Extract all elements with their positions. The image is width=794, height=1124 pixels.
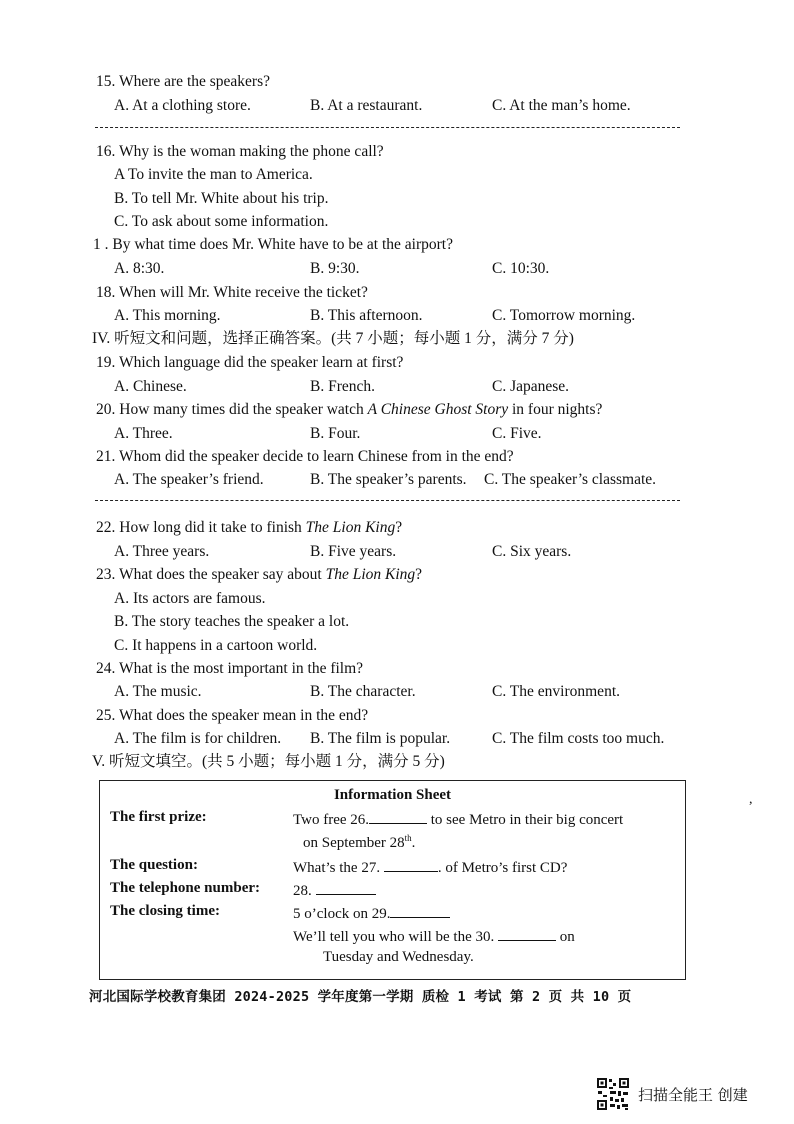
option-18b: B. This afternoon. bbox=[310, 307, 423, 324]
option-19a: A. Chinese. bbox=[114, 378, 187, 395]
dashed-divider bbox=[95, 500, 680, 501]
closing-time-value: 5 o’clock on 29. bbox=[293, 903, 450, 923]
option-19b: B. French. bbox=[310, 378, 376, 395]
option-17a: A. 8:30. bbox=[114, 260, 165, 277]
blank-29[interactable] bbox=[390, 903, 450, 918]
blank-27[interactable] bbox=[384, 857, 438, 872]
blank-26[interactable] bbox=[369, 809, 427, 824]
question-23: 23. What does the speaker say about The Lion King? bbox=[96, 566, 423, 583]
option-24a: A. The music. bbox=[114, 683, 202, 700]
option-18c: C. Tomorrow morning. bbox=[492, 307, 636, 324]
film-title: The Lion King bbox=[305, 519, 396, 536]
question-18: 18. When will Mr. White receive the ticket? bbox=[96, 284, 368, 301]
option-15b: B. At a restaurant. bbox=[310, 97, 423, 114]
first-prize-label: The first prize: bbox=[110, 809, 207, 825]
question-21: 21. Whom did the speaker decide to learn Chinese from in the end? bbox=[96, 448, 514, 465]
section-v-heading: V. 听短文填空。(共 5 小题；每小题 1 分，满分 5 分) bbox=[92, 753, 445, 770]
closing-time-label: The closing time: bbox=[110, 903, 220, 919]
winner-announcement: We’ll tell you who will be the 30. on bbox=[293, 926, 575, 946]
option-19c: C. Japanese. bbox=[492, 378, 570, 395]
option-22a: A. Three years. bbox=[114, 543, 210, 560]
qr-code-icon bbox=[596, 1077, 630, 1111]
telephone-label: The telephone number: bbox=[110, 880, 260, 896]
first-prize-date: on September 28th. bbox=[303, 833, 416, 851]
option-22c: C. Six years. bbox=[492, 543, 572, 560]
option-23c: C. It happens in a cartoon world. bbox=[114, 637, 318, 654]
question-label: The question: bbox=[110, 857, 198, 873]
scanner-brand: 扫描全能王 创建 bbox=[638, 1086, 748, 1104]
question-value: What’s the 27. . of Metro’s first CD? bbox=[293, 857, 567, 877]
first-prize-value: Two free 26. to see Metro in their big concert bbox=[293, 809, 623, 829]
question-15: 15. Where are the speakers? bbox=[96, 73, 270, 90]
option-25c: C. The film costs too much. bbox=[492, 730, 665, 747]
option-17b: B. 9:30. bbox=[310, 260, 360, 277]
film-title: A Chinese Ghost Story bbox=[367, 401, 509, 418]
option-21b: B. The speaker’s parents. bbox=[310, 471, 467, 488]
announcement-days: Tuesday and Wednesday. bbox=[323, 949, 474, 965]
option-21a: A. The speaker’s friend. bbox=[114, 471, 264, 488]
stray-mark: , bbox=[749, 792, 753, 807]
question-24: 24. What is the most important in the film? bbox=[96, 660, 364, 677]
option-21c: C. The speaker’s classmate. bbox=[484, 471, 657, 488]
option-20b: B. Four. bbox=[310, 425, 361, 442]
question-22: 22. How long did it take to finish The Lion King? bbox=[96, 519, 403, 536]
option-16b: B. To tell Mr. White about his trip. bbox=[114, 190, 329, 207]
option-23a: A. Its actors are famous. bbox=[114, 590, 266, 607]
option-17c: C. 10:30. bbox=[492, 260, 550, 277]
option-16a: A To invite the man to America. bbox=[114, 166, 313, 183]
option-16c: C. To ask about some information. bbox=[114, 213, 329, 230]
blank-28[interactable] bbox=[316, 880, 376, 895]
option-20a: A. Three. bbox=[114, 425, 173, 442]
option-25b: B. The film is popular. bbox=[310, 730, 451, 747]
option-20c: C. Five. bbox=[492, 425, 542, 442]
information-sheet-title: Information Sheet bbox=[333, 787, 452, 803]
telephone-value: 28. bbox=[293, 880, 376, 900]
question-25: 25. What does the speaker mean in the end? bbox=[96, 707, 369, 724]
dashed-divider bbox=[95, 127, 680, 128]
page-footer: 河北国际学校教育集团 2024-2025 学年度第一学期 质检 1 考试 第 2 页 共 10 页 bbox=[89, 989, 632, 1005]
question-19: 19. Which language did the speaker learn at first? bbox=[96, 354, 404, 371]
option-23b: B. The story teaches the speaker a lot. bbox=[114, 613, 350, 630]
option-18a: A. This morning. bbox=[114, 307, 221, 324]
question-16: 16. Why is the woman making the phone call? bbox=[96, 143, 384, 160]
question-20: 20. How many times did the speaker watch A Chinese Ghost Story in four nights? bbox=[96, 401, 603, 418]
option-22b: B. Five years. bbox=[310, 543, 397, 560]
section-iv-heading: IV. 听短文和问题，选择正确答案。(共 7 小题；每小题 1 分，满分 7 分) bbox=[92, 330, 574, 347]
film-title: The Lion King bbox=[325, 566, 416, 583]
blank-30[interactable] bbox=[498, 926, 556, 941]
question-17: 1 . By what time does Mr. White have to be at the airport? bbox=[93, 236, 453, 253]
option-24c: C. The environment. bbox=[492, 683, 620, 700]
option-15a: A. At a clothing store. bbox=[114, 97, 251, 114]
option-25a: A. The film is for children. bbox=[114, 730, 282, 747]
option-24b: B. The character. bbox=[310, 683, 416, 700]
information-sheet bbox=[99, 780, 686, 980]
option-15c: C. At the man’s home. bbox=[492, 97, 631, 114]
